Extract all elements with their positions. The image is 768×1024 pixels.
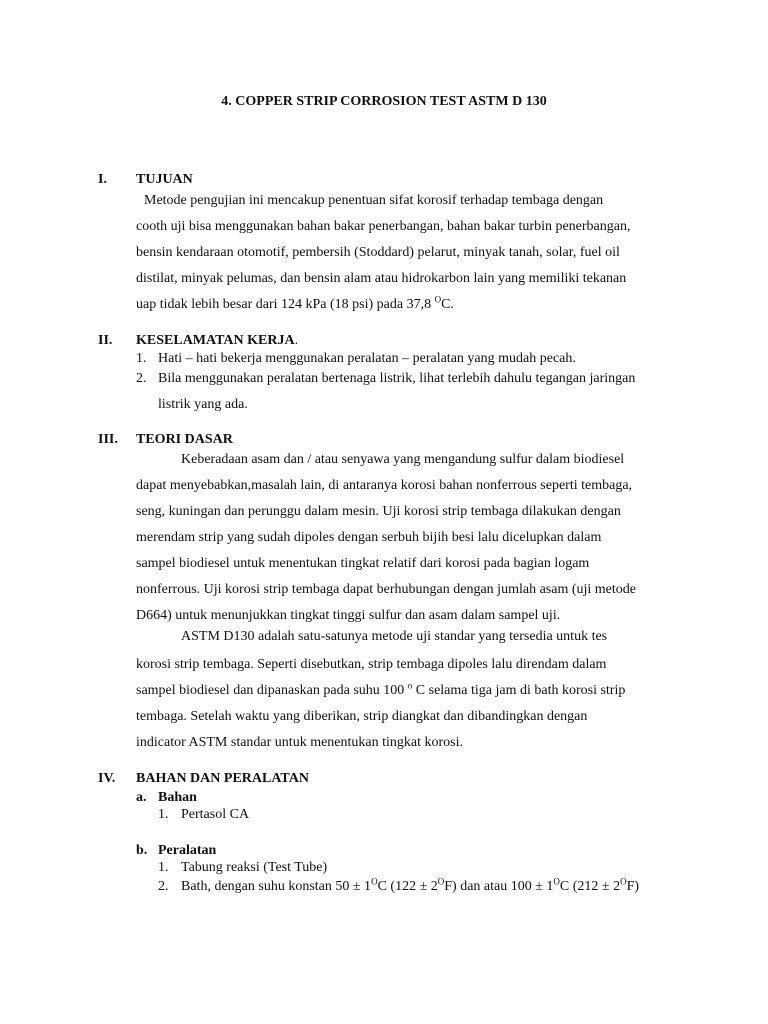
paragraph-line: merendam strip yang sudah dipoles dengan serbuh bijih besi lalu dicelupkan dalam	[136, 530, 602, 545]
heading-text: KESELAMATAN KERJA	[136, 333, 295, 348]
list-number: 2.	[158, 879, 169, 894]
subsection-a-letter: a.	[136, 790, 147, 805]
paragraph-line: dapat menyebabkan,masalah lain, di antaranya korosi bahan nonferrous seperti tembaga,	[136, 478, 633, 493]
paragraph-line: korosi strip tembaga. Seperti disebutkan, strip tembaga dipoles lalu direndam dalam	[136, 657, 607, 672]
subsection-b-label: Peralatan	[158, 843, 217, 858]
paragraph-line	[136, 292, 696, 318]
superscript: O	[371, 876, 378, 887]
list-item: Bila menggunakan peralatan bertenaga listrik, lihat terlebih dahulu tegangan jaringan	[158, 371, 636, 386]
superscript: o	[407, 680, 413, 691]
section-3-paragraph-2	[136, 626, 696, 756]
document-title: 4. COPPER STRIP CORROSION TEST ASTM D 130	[221, 94, 547, 109]
section-3-numeral: III.	[98, 432, 118, 447]
list-item: Tabung reaksi (Test Tube)	[181, 860, 328, 875]
superscript: O	[437, 876, 445, 887]
list-number: 1.	[158, 807, 169, 822]
text-run: C selama tiga jam di bath korosi strip	[412, 683, 626, 698]
superscript: O	[553, 876, 560, 887]
paragraph-line	[136, 678, 696, 704]
section-2-numeral: II.	[98, 333, 113, 348]
text-run: C (122 ± 2	[377, 879, 438, 894]
text-run: C.	[441, 297, 454, 312]
paragraph-line: Metode pengujian ini mencakup penentuan sifat korosif terhadap tembaga dengan	[144, 193, 604, 208]
list-number: 2.	[136, 371, 147, 386]
text-run: Bath, dengan suhu konstan 50 ± 1	[181, 879, 372, 894]
superscript: O	[434, 294, 442, 305]
section-1-paragraph	[136, 188, 696, 318]
section-4-heading: BAHAN DAN PERALATAN	[136, 771, 309, 786]
list-item-continuation: listrik yang ada.	[158, 397, 248, 412]
paragraph-line: nonferrous. Uji korosi strip tembaga dapat berhubungan dengan jumlah asam (uji metode	[136, 582, 636, 597]
paragraph-line: Keberadaan asam dan / atau senyawa yang mengandung sulfur dalam biodiesel	[181, 452, 625, 467]
paragraph-line: bensin kendaraan otomotif, pembersih (Stoddard) pelarut, minyak tanah, solar, fuel oil	[136, 245, 620, 260]
text-run: sampel biodiesel dan dipanaskan pada suhu 100	[136, 683, 408, 698]
section-3-heading: TEORI DASAR	[136, 432, 233, 447]
paragraph-line: tembaga. Setelah waktu yang diberikan, strip diangkat dan dibandingkan dengan	[136, 709, 588, 724]
paragraph-line: seng, kuningan dan perunggu dalam mesin. Uji korosi strip tembaga dilakukan dengan	[136, 504, 621, 519]
section-1-numeral: I.	[98, 172, 107, 187]
list-number: 1.	[136, 351, 147, 366]
section-4-numeral: IV.	[98, 771, 116, 786]
paragraph-line: cooth uji bisa menggunakan bahan bakar penerbangan, bahan bakar turbin penerbangan,	[136, 219, 631, 234]
text-run: uap tidak lebih besar dari 124 kPa (18 psi) pada 37,8	[136, 297, 435, 312]
text-run: C (212 ± 2	[559, 879, 621, 894]
list-item: Pertasol CA	[181, 807, 250, 822]
superscript: O	[620, 876, 627, 887]
list-item	[181, 876, 640, 895]
text-run: F) dan atau 100 ± 1	[444, 879, 554, 894]
section-1-heading: TUJUAN	[136, 172, 193, 187]
section-3-paragraph-1	[136, 447, 696, 629]
paragraph-line: ASTM D130 adalah satu-satunya metode uji standar yang tersedia untuk tes	[181, 629, 608, 644]
list-item: Hati – hati bekerja menggunakan peralatan – peralatan yang mudah pecah.	[158, 351, 576, 366]
paragraph-line: indicator ASTM standar untuk menentukan tingkat korosi.	[136, 735, 464, 750]
text-run: F)	[626, 879, 640, 894]
paragraph-line: sampel biodiesel untuk menentukan tingkat relatif dari korosi pada bagian logam	[136, 556, 590, 571]
subsection-a-label: Bahan	[158, 790, 197, 805]
list-number: 1.	[158, 860, 169, 875]
heading-period: .	[294, 333, 299, 348]
paragraph-line: D664) untuk menunjukkan tingkat tinggi sulfur dan asam dalam sampel uji.	[136, 608, 561, 623]
paragraph-line: distilat, minyak pelumas, dan bensin alam atau hidrokarbon lain yang memiliki tekanan	[136, 271, 627, 286]
subsection-b-letter: b.	[136, 843, 148, 858]
section-2-heading	[136, 333, 298, 349]
